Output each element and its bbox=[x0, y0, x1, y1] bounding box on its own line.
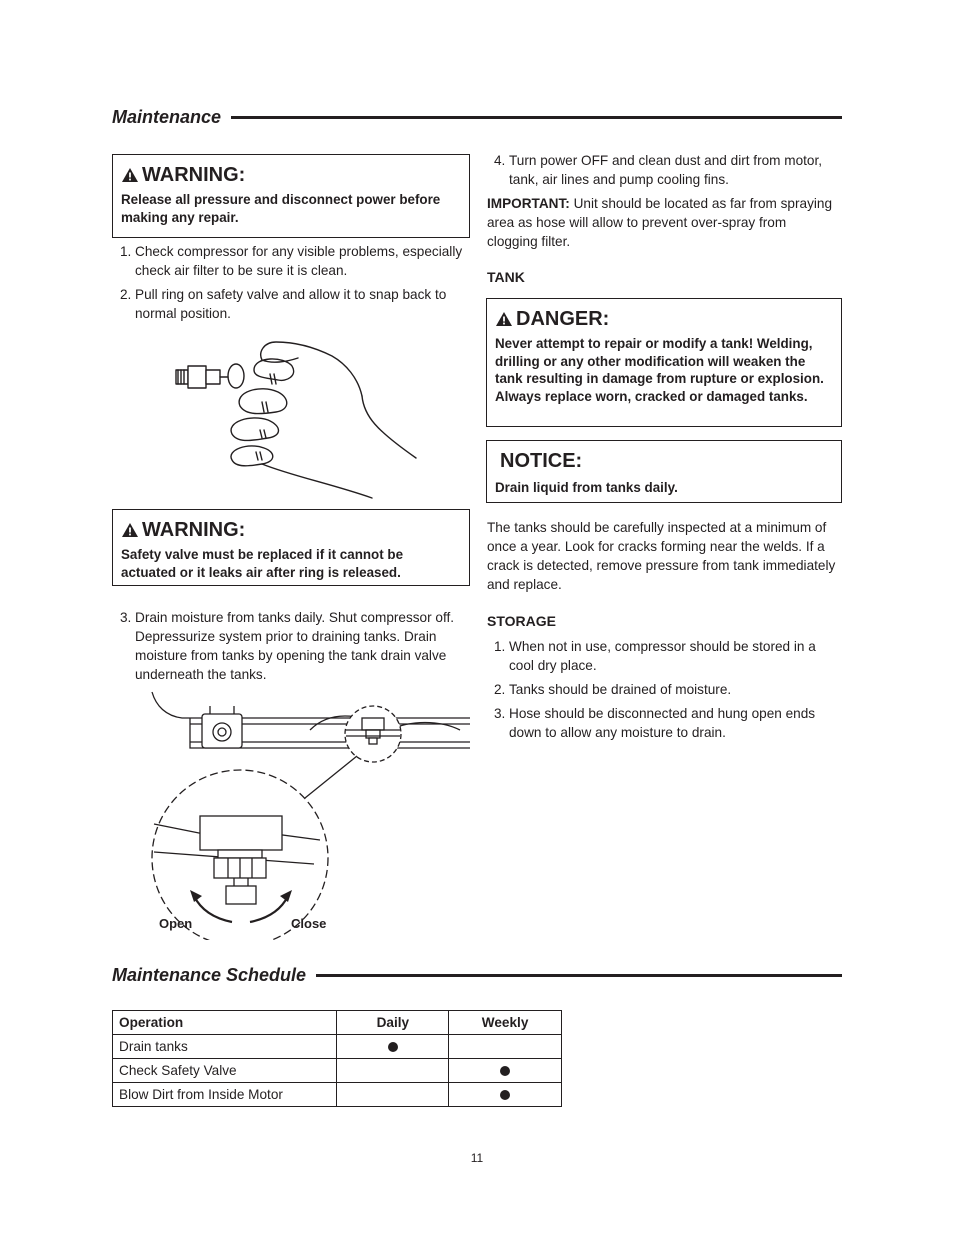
storage-heading: STORAGE bbox=[487, 613, 556, 629]
warning-title: WARNING: bbox=[142, 519, 246, 541]
maintenance-title: Maintenance bbox=[112, 107, 222, 127]
warning-triangle-icon bbox=[495, 311, 513, 327]
schedule-title: Maintenance Schedule bbox=[112, 965, 307, 985]
schedule-section-heading bbox=[112, 966, 842, 985]
warning-triangle-icon bbox=[121, 167, 139, 183]
weekly-cell bbox=[449, 1059, 562, 1083]
warning-text: Release all pressure and disconnect power before making any repair. bbox=[121, 192, 441, 225]
weekly-cell bbox=[449, 1035, 562, 1059]
close-label: Close bbox=[291, 916, 327, 931]
maintenance-schedule-table bbox=[112, 1010, 562, 1107]
daily-cell bbox=[337, 1083, 449, 1107]
table-row bbox=[113, 1059, 562, 1083]
maintenance-step-3 bbox=[120, 608, 470, 689]
list-item: 1. When not in use, compressor should be stored in a cool dry place. bbox=[494, 639, 816, 673]
important-label: IMPORTANT: bbox=[487, 196, 570, 211]
heading-rule bbox=[316, 974, 842, 977]
column-header: Weekly bbox=[449, 1011, 562, 1035]
list-item: 2. Tanks should be drained of moisture. bbox=[494, 682, 732, 697]
danger-title: DANGER: bbox=[516, 308, 610, 330]
weekly-cell bbox=[449, 1083, 562, 1107]
important-text: Unit should be located as far from spraying area as hose will allow to prevent over-spray from clogging filter. bbox=[487, 196, 833, 249]
warning-triangle-icon bbox=[121, 522, 139, 538]
notice-box-drain bbox=[486, 440, 842, 503]
drain-valve-illustration bbox=[150, 690, 470, 940]
maintenance-step-4 bbox=[494, 151, 842, 194]
notice-title: NOTICE: bbox=[500, 450, 583, 472]
list-item: 4. Turn power OFF and clean dust and dirt from motor, tank, air lines and pump cooling fins. bbox=[494, 153, 823, 187]
safety-valve-hand-illustration bbox=[170, 330, 430, 500]
column-header: Operation bbox=[113, 1011, 337, 1035]
danger-text: Never attempt to repair or modify a tank! Welding, drilling or any other modification will weaken the tank resulting in damage from rupture or explosion. Always replace worn, cracked or damaged tanks. bbox=[495, 336, 824, 404]
table-row bbox=[113, 1083, 562, 1107]
tank-inspection-paragraph: The tanks should be carefully inspected at a minimum of once a year. Look for cracks forming near the welds. If a crack is detected, remove pressure from tank immediately and replace. bbox=[487, 520, 836, 592]
maintenance-section-heading bbox=[112, 108, 842, 127]
operation-cell: Blow Dirt from Inside Motor bbox=[113, 1083, 337, 1107]
open-label: Open bbox=[159, 916, 193, 931]
bullet-icon bbox=[388, 1042, 398, 1052]
bullet-icon bbox=[500, 1066, 510, 1076]
list-item: 3. Hose should be disconnected and hung open ends down to allow any moisture to drain. bbox=[494, 706, 816, 740]
maintenance-steps-left bbox=[120, 242, 470, 328]
warning-box-safety-valve bbox=[112, 509, 470, 586]
warning-title: WARNING: bbox=[142, 164, 246, 186]
page-number: 11 bbox=[470, 1151, 484, 1165]
table-header-row bbox=[113, 1011, 562, 1035]
table-row bbox=[113, 1035, 562, 1059]
important-note bbox=[487, 194, 839, 251]
warning-box-repair bbox=[112, 154, 470, 238]
storage-list bbox=[494, 637, 842, 747]
list-item: 1. Check compressor for any visible problems, especially check air filter to be sure it is clean. bbox=[120, 244, 463, 278]
list-item: 3. Drain moisture from tanks daily. Shut compressor off. Depressurize system prior to draining tanks. Drain moisture from tanks by opening the tank drain valve underneath the tanks. bbox=[120, 610, 455, 682]
notice-text: Drain liquid from tanks daily. bbox=[495, 480, 678, 495]
column-header: Daily bbox=[337, 1011, 449, 1035]
daily-cell bbox=[337, 1035, 449, 1059]
warning-text: Safety valve must be replaced if it cannot be actuated or it leaks air after ring is released. bbox=[121, 547, 404, 580]
tank-heading: TANK bbox=[487, 269, 525, 285]
daily-cell bbox=[337, 1059, 449, 1083]
operation-cell: Drain tanks bbox=[113, 1035, 337, 1059]
heading-rule bbox=[231, 116, 842, 119]
list-item: 2. Pull ring on safety valve and allow it to snap back to normal position. bbox=[120, 287, 447, 321]
operation-cell: Check Safety Valve bbox=[113, 1059, 337, 1083]
bullet-icon bbox=[500, 1090, 510, 1100]
danger-box-tank bbox=[486, 298, 842, 427]
